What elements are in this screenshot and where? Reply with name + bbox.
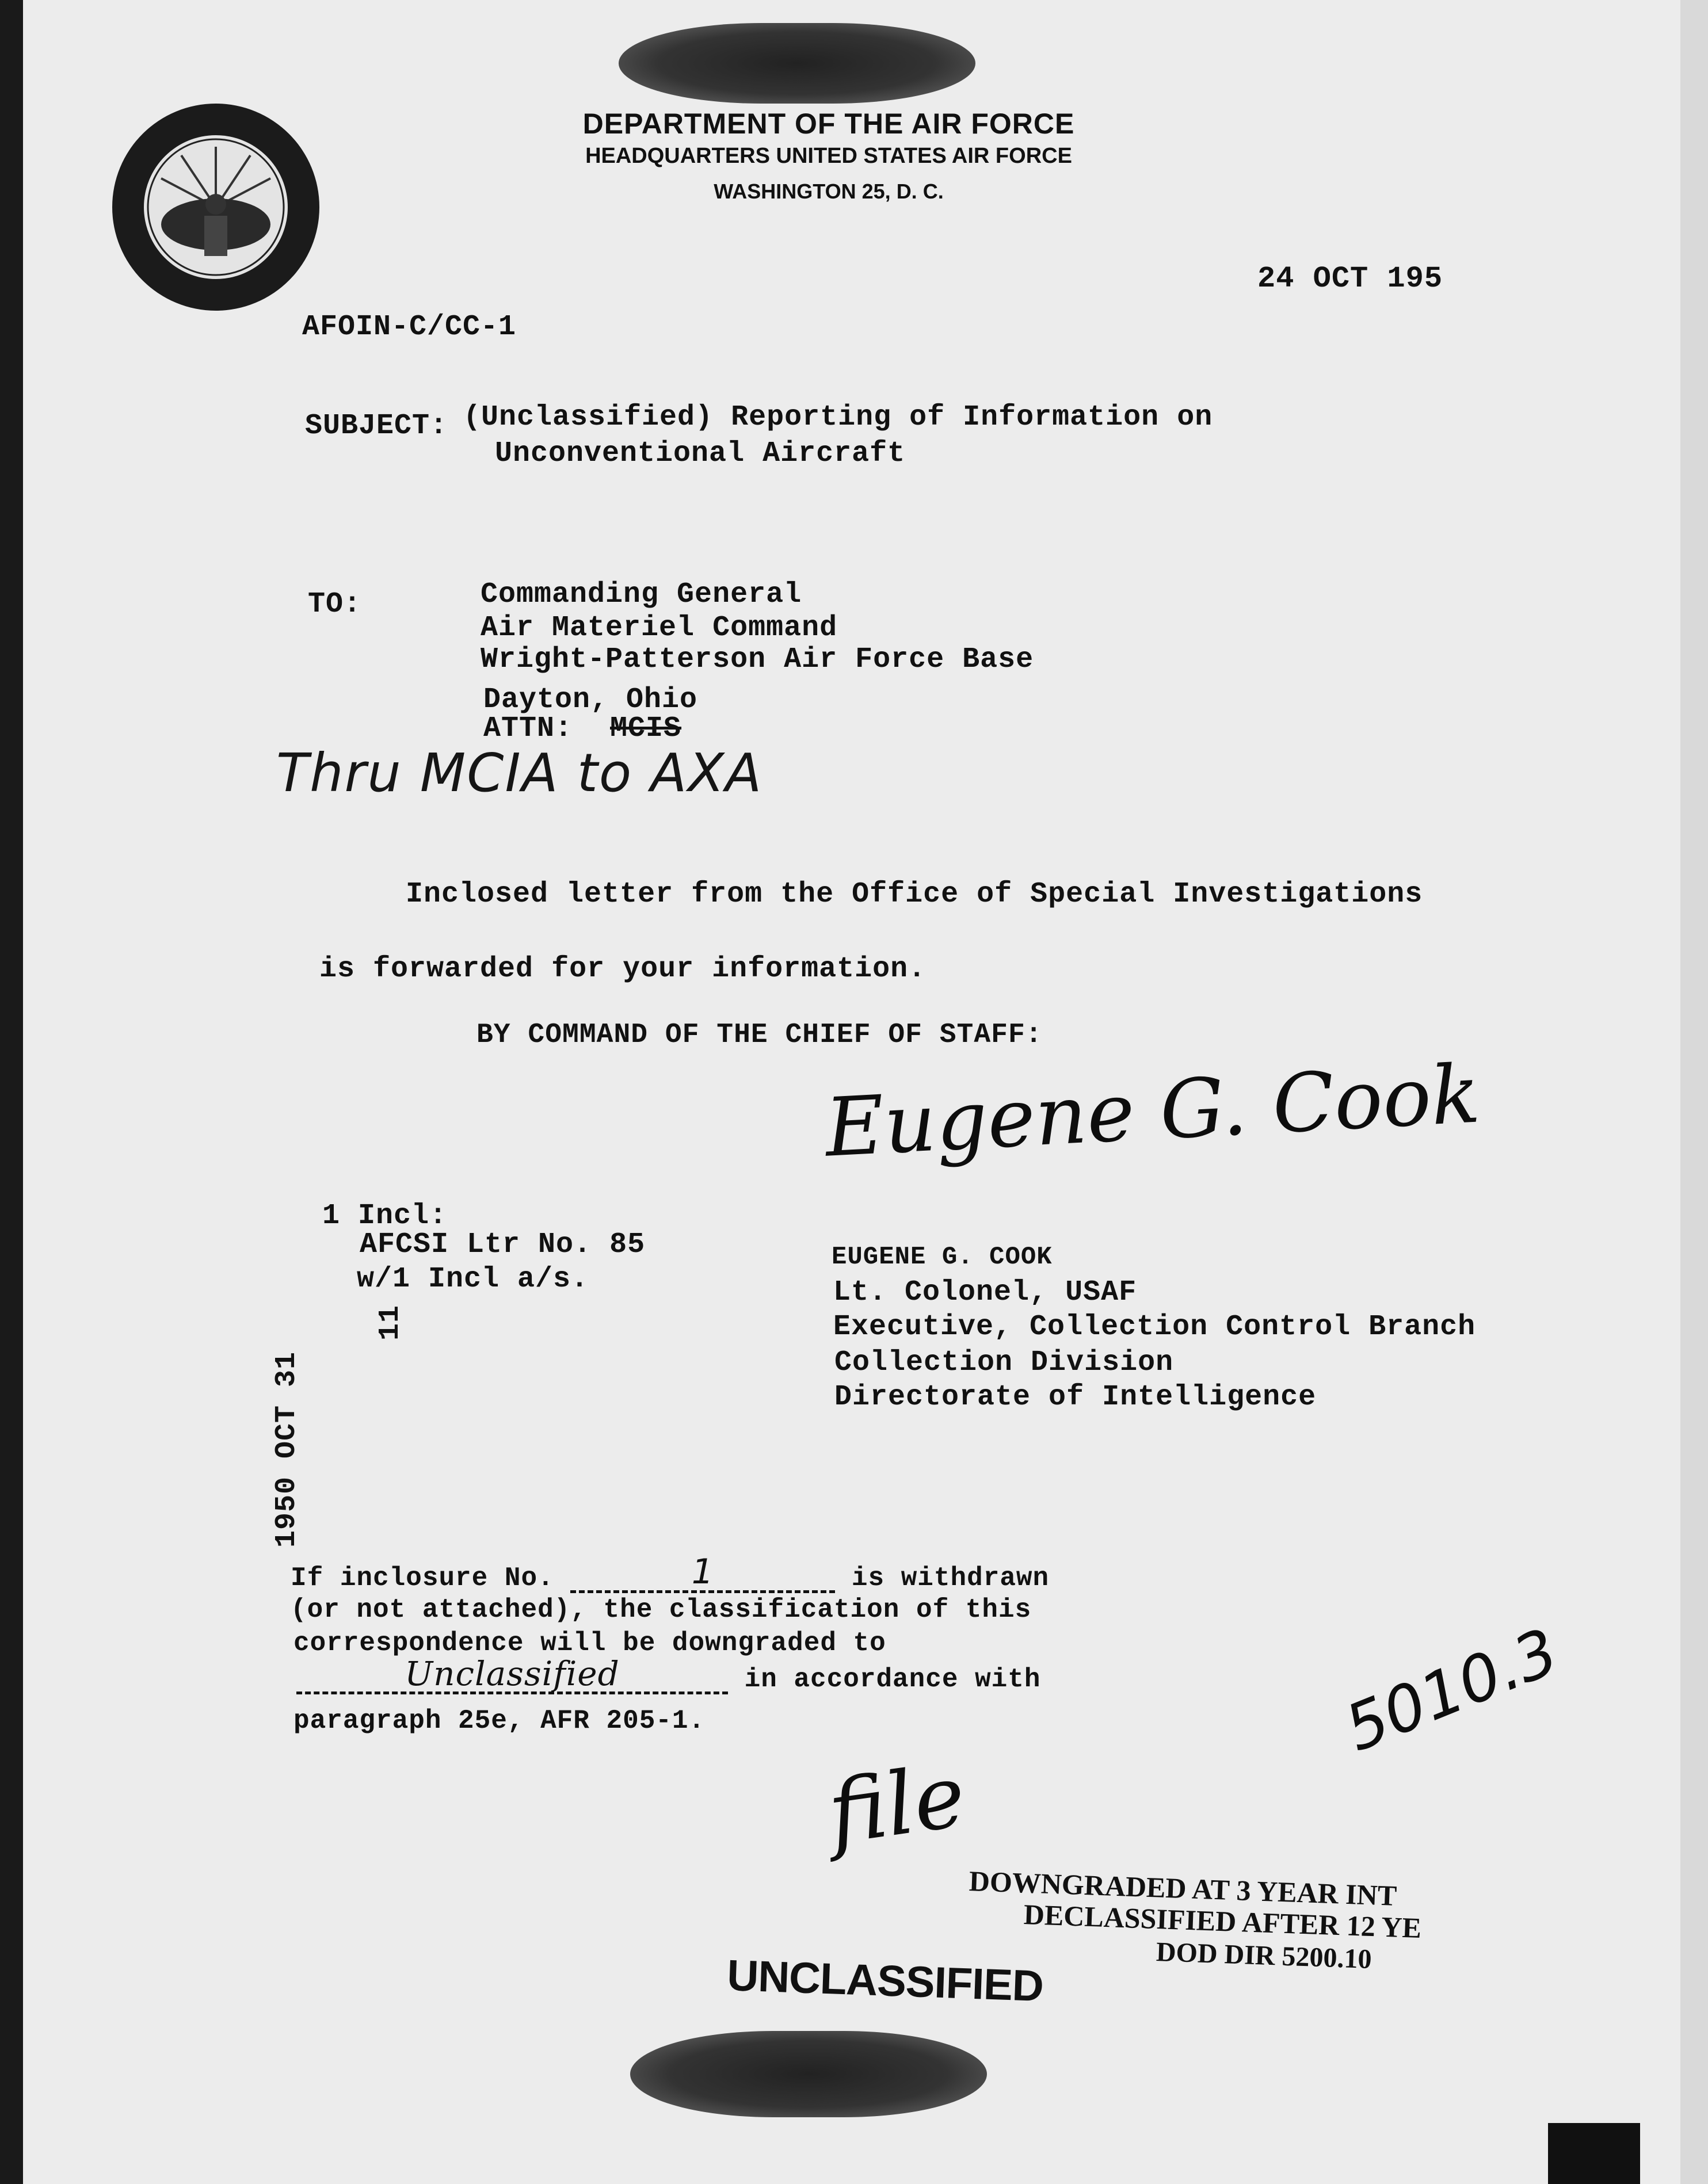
downgrade-prefix: If inclosure No. bbox=[291, 1563, 571, 1593]
body-line-1: Inclosed letter from the Office of Special Investigations bbox=[406, 878, 1423, 911]
to-address-line: Dayton, Ohio bbox=[483, 684, 698, 716]
inclosure-letter: AFCSI Ltr No. 85 bbox=[360, 1228, 646, 1261]
corner-mark bbox=[1548, 2123, 1640, 2184]
to-address-line: Air Materiel Command bbox=[481, 612, 838, 644]
to-address-line: Commanding General bbox=[481, 578, 802, 611]
inclosure-number-handwritten: 1 bbox=[691, 1552, 714, 1592]
downgrade-notice-line-2: (or not attached), the classification of this bbox=[291, 1595, 1032, 1625]
attn-label: ATTN: bbox=[483, 712, 573, 745]
dod-downgrade-stamp-line-3: DOD DIR 5200.10 bbox=[1156, 1936, 1372, 1975]
to-label: TO: bbox=[308, 588, 362, 621]
letter-date: 24 OCT 195 bbox=[1257, 262, 1443, 296]
signatory-directorate: Directorate of Intelligence bbox=[834, 1381, 1317, 1414]
dod-downgrade-stamp-line-2: DECLASSIFIED AFTER 12 YE bbox=[1023, 1897, 1422, 1945]
subject-line-1: (Unclassified) Reporting of Information on bbox=[463, 401, 1213, 434]
received-date-stamp: 1950 OCT 31 bbox=[270, 1351, 303, 1548]
redaction-blot-bottom bbox=[630, 2031, 987, 2117]
dod-downgrade-stamp-line-1: DOWNGRADED AT 3 YEAR INT bbox=[969, 1864, 1398, 1912]
scan-left-edge bbox=[0, 0, 23, 2184]
command-line: BY COMMAND OF THE CHIEF OF STAFF: bbox=[476, 1020, 1043, 1051]
downgrade-accordance: in accordance with bbox=[728, 1664, 1041, 1694]
classification-handwritten: Unclassified bbox=[405, 1654, 620, 1693]
letterhead-department: DEPARTMENT OF THE AIR FORCE bbox=[582, 108, 1075, 140]
downgrade-suffix: is withdrawn bbox=[835, 1563, 1050, 1593]
inclosure-attachment: w/1 Incl a/s. bbox=[357, 1263, 589, 1296]
subject-line-2: Unconventional Aircraft bbox=[495, 437, 906, 470]
redaction-blot-top bbox=[619, 23, 975, 104]
signatory-rank: Lt. Colonel, USAF bbox=[833, 1276, 1137, 1309]
handwritten-file-number: 5010.3 bbox=[1335, 1614, 1568, 1766]
received-stamp-number: 11 bbox=[374, 1304, 407, 1341]
letterhead-city: WASHINGTON 25, D. C. bbox=[714, 180, 944, 203]
inclosure-count: 1 Incl: bbox=[322, 1200, 448, 1232]
inclosure-number-fill bbox=[570, 1552, 835, 1593]
downgrade-notice-line-4 bbox=[296, 1654, 1041, 1694]
attn-struck-office: MCIS bbox=[610, 712, 682, 745]
scan-right-edge bbox=[1680, 0, 1708, 2184]
unclassified-stamp: UNCLASSIFIED bbox=[726, 1950, 1044, 2011]
signatory-name: EUGENE G. COOK bbox=[832, 1243, 1053, 1272]
letterhead-headquarters: HEADQUARTERS UNITED STATES AIR FORCE bbox=[585, 144, 1072, 168]
downgrade-notice-line-1 bbox=[291, 1552, 1050, 1593]
downgrade-notice-line-3: correspondence will be downgraded to bbox=[293, 1628, 886, 1658]
handwritten-signature: Eugene G. Cook bbox=[823, 1047, 1482, 1175]
signatory-division: Collection Division bbox=[834, 1346, 1174, 1379]
handwritten-routing: Thru MCIA to AXA bbox=[276, 742, 763, 804]
to-address-line: Wright-Patterson Air Force Base bbox=[481, 643, 1034, 676]
downgrade-notice-line-5: paragraph 25e, AFR 205-1. bbox=[293, 1706, 706, 1736]
handwritten-file-note: file bbox=[822, 1746, 971, 1864]
body-line-2: is forwarded for your information. bbox=[319, 953, 927, 986]
office-symbol: AFOIN-C/CC-1 bbox=[302, 311, 517, 343]
subject-label: SUBJECT: bbox=[305, 410, 448, 442]
signatory-title: Executive, Collection Control Branch bbox=[833, 1311, 1476, 1343]
classification-fill bbox=[296, 1654, 728, 1694]
department-of-defense-seal-icon bbox=[109, 101, 322, 314]
